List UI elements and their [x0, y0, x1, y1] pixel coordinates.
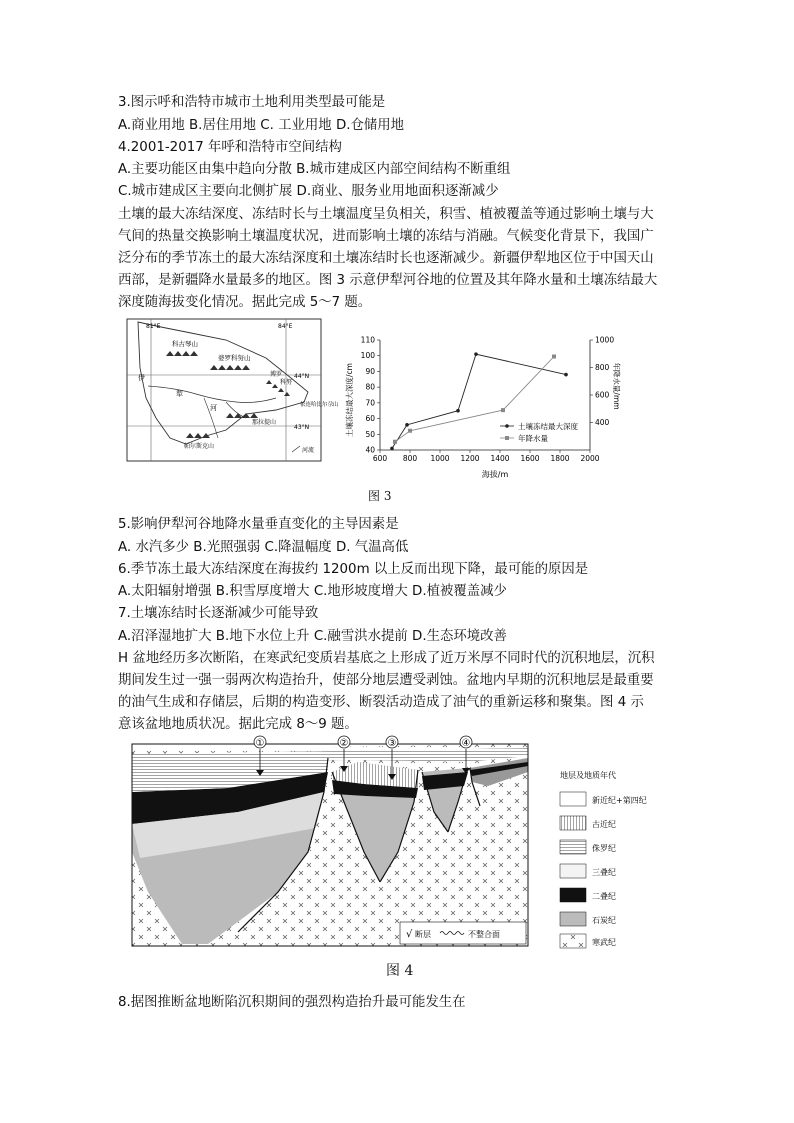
legend-swatch [560, 840, 586, 854]
y-left-tick-label: 40 [365, 445, 375, 455]
x-tick-label: 1800 [550, 454, 570, 463]
map-label: 河 [210, 404, 217, 412]
passage-yili-line: 土壤的最大冻结深度、冻结时长与土壤温度呈负相关，积雪、植被覆盖等通过影响土壤与大 [118, 207, 654, 222]
q3-options: A.商业用地 B.居住用地 C. 工业用地 D.仓储用地 [118, 118, 405, 133]
y-left-axis-label: 土壤冻结最大深度/cm [345, 363, 354, 437]
q8-stem: 8.据图推断盆地断陷沉积期间的强烈构造抬升最可能发生在 [118, 995, 466, 1010]
y-right-tick-label: 600 [595, 390, 610, 400]
passage-basin-line: 的油气生成和存储层，后期的构造变形、断裂活动造成了油气的重新运移和聚集。图 4 示 [118, 695, 644, 710]
x-tick-label: 1200 [460, 454, 480, 463]
figure4-cross-section [128, 732, 660, 952]
legend-label: 侏罗纪 [592, 844, 616, 853]
map-label: 科古琴山 [172, 340, 198, 348]
fault-symbol: √ [406, 929, 413, 940]
q7-options: A.沼泽湿地扩大 B.地下水位上升 C.融雪洪水提前 D.生态环境改善 [118, 629, 507, 644]
depth-point [390, 447, 394, 451]
q7-stem: 7.土壤冻结时长逐渐减少可能导致 [118, 606, 319, 621]
map-label: 帕尔斯克山 [184, 443, 215, 450]
passage-basin-line: 期间发生过一强一弱两次构造抬升，使部分地层遭受剥蚀。盆地内早期的沉积地层是最重要 [118, 673, 654, 688]
marker-1: ① [255, 738, 265, 749]
y-left-tick-label: 90 [365, 366, 375, 376]
strata-legend-title: 地层及地质年代 [560, 771, 616, 780]
legend-label: 二叠纪 [592, 892, 616, 901]
legend-dot-icon [505, 424, 509, 428]
figure3-map [126, 318, 339, 462]
passage-yili-line: 西部，是新疆降水量最多的地区。图 3 示意伊犁河谷地的位置及其年降水量和土壤冻结最大 [118, 273, 658, 288]
legend-swatch [560, 792, 586, 806]
q6-options: A.太阳辐射增强 B.积雪厚度增大 C.地形坡度增大 D.植被覆盖减少 [118, 584, 507, 599]
x-tick-label: 1000 [430, 454, 450, 463]
x-tick-label: 1400 [490, 454, 510, 463]
map-label: 博罗 [270, 371, 283, 378]
precip-point [552, 355, 556, 359]
map-label: 依连哈比尔尕山 [300, 402, 339, 408]
map-label: 伊 [138, 374, 145, 382]
passage-basin-line: 意该盆地地质状况。据此完成 8～9 题。 [118, 717, 358, 732]
legend-swatch [560, 816, 586, 830]
lat-label: 44°N [294, 373, 310, 380]
precip-point [393, 440, 397, 444]
map-legend-label: 河流 [302, 447, 315, 454]
legend-label: 三叠纪 [592, 868, 616, 877]
legend-swatch [560, 864, 586, 878]
lat-label: 43°N [294, 424, 310, 431]
y-right-tick-label: 800 [595, 363, 610, 372]
y-left-tick-label: 80 [365, 382, 375, 392]
marker-4: ④ [461, 738, 471, 749]
map-label: 犁 [176, 390, 183, 398]
precip-point [408, 429, 412, 433]
x-tick-label: 1600 [520, 454, 540, 463]
lon-label: 84°E [278, 323, 293, 330]
legend-swatch [560, 934, 586, 948]
q6-stem: 6.季节冻土最大冻结深度在海拔约 1200m 以上反而出现下降，最可能的原因是 [118, 562, 589, 577]
legend-label: 古近纪 [592, 820, 616, 829]
marker-3: ③ [387, 738, 397, 749]
depth-point [405, 423, 409, 427]
legend-label: 新近纪+第四纪 [592, 796, 647, 805]
legend-label: 石炭纪 [592, 916, 616, 925]
legend-label: 寒武纪 [592, 938, 616, 947]
y-left-tick-label: 70 [365, 398, 375, 408]
x-axis-label: 海拔/m [481, 470, 509, 479]
y-left-tick-label: 50 [365, 429, 375, 439]
x-tick-label: 800 [402, 454, 418, 463]
depth-point [456, 409, 460, 413]
map-frame [127, 319, 321, 461]
map-label: 婆罗科努山 [218, 354, 251, 362]
y-left-tick-label: 100 [360, 351, 375, 361]
strata-legend [560, 792, 647, 948]
fault-label: 断层 [415, 930, 431, 939]
figure3-chart [340, 330, 620, 480]
q5-options: A. 水汽多少 B.光照强弱 C.降温幅度 D. 气温高低 [118, 540, 409, 555]
y-left-tick-label: 60 [365, 414, 375, 424]
passage-yili-line: 气间的热量交换影响土壤温度状况，进而影响土壤的冻结与消融。气候变化背景下，我国广 [118, 229, 654, 244]
passage-yili-line: 泛分布的季节冻土的最大冻结深度和土壤冻结时长也逐渐减少。新疆伊犁地区位于中国天山 [118, 251, 654, 266]
legend-series-1: 土壤冻结最大深度 [518, 422, 578, 431]
legend-swatch [560, 912, 586, 926]
legend-series-2: 年降水量 [518, 434, 548, 443]
legend-square-icon [505, 436, 509, 440]
map-label: 那拉提山 [252, 419, 277, 426]
legend-swatch [560, 888, 586, 902]
x-tick-label: 600 [372, 454, 388, 463]
q4-options-1: A.主要功能区由集中趋向分散 B.城市建成区内部空间结构不断重组 [118, 162, 511, 177]
chart-legend [500, 421, 578, 443]
unconformity-label: 不整合面 [468, 930, 500, 939]
lon-label: 81°E [146, 323, 161, 330]
precip-point [501, 408, 505, 412]
y-right-tick-label: 400 [595, 418, 610, 427]
q4-options-2: C.城市建成区主要向北侧扩展 D.商业、服务业用地面积逐渐减少 [118, 184, 499, 199]
passage-yili-line: 深度随海拔变化情况。据此完成 5～7 题。 [118, 295, 372, 310]
figure4-caption: 图 4 [386, 963, 414, 979]
q3-stem: 3.图示呼和浩特市城市土地利用类型最可能是 [118, 95, 386, 110]
map-label: 科努 [280, 379, 293, 386]
x-tick-label: 2000 [580, 454, 600, 463]
y-right-tick-label: 1000 [595, 335, 615, 345]
depth-point [474, 352, 478, 356]
y-left-tick-label: 110 [360, 335, 375, 345]
y-right-axis-label: 年降水量/mm [612, 362, 621, 410]
passage-basin-line: H 盆地经历多次断陷，在寒武纪变质岩基底之上形成了近万米厚不同时代的沉积地层，沉积 [118, 651, 655, 666]
marker-2: ② [339, 738, 349, 749]
q4-stem: 4.2001-2017 年呼和浩特市空间结构 [118, 140, 342, 155]
depth-point [564, 373, 568, 377]
q5-stem: 5.影响伊犁河谷地降水量垂直变化的主导因素是 [118, 517, 399, 532]
figure3-caption: 图 3 [368, 489, 392, 503]
